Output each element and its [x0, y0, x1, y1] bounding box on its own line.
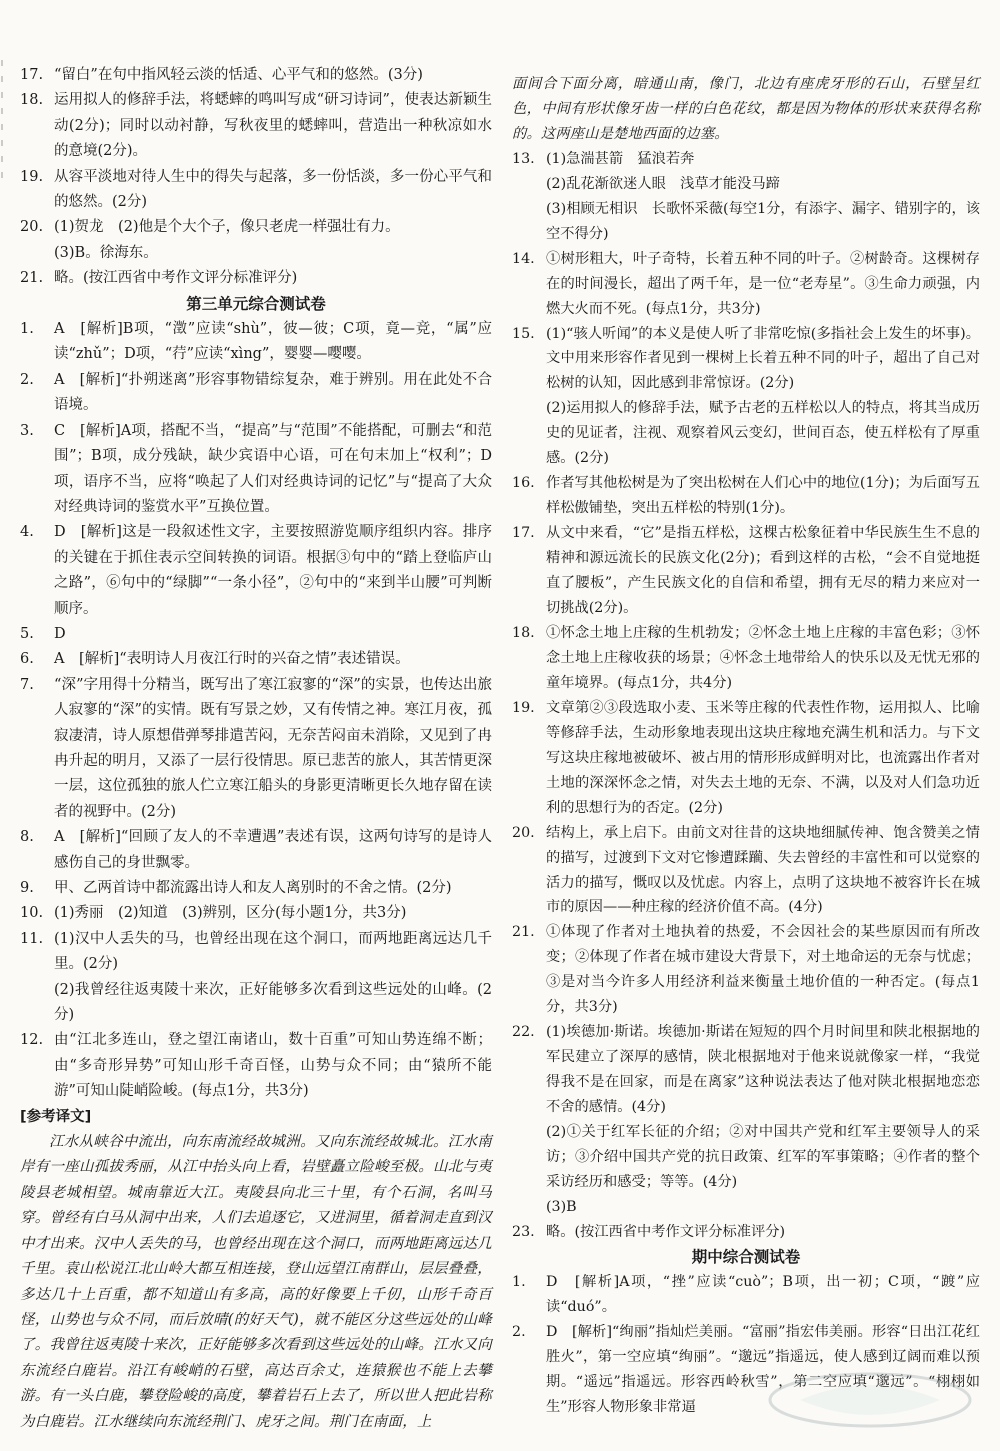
answer-text: “留白”在句中指风轻云淡的恬适、心平气和的悠然。(3分)	[54, 67, 423, 83]
question-number: 2.	[512, 1323, 526, 1340]
answer-text: (1)汉中人丢失的马，也曾经出现在这个洞口，而两地距离远达几千里。(2分)	[54, 930, 492, 973]
right-question-item	[512, 247, 980, 322]
answer-text: D [解析]这是一段叙述性文字，主要按照游览顺序组织内容。排序的关键在于抓住表示空间转换的词语。根据③句中的“踏上登临庐山之路”，⑥句中的“绿脚”“一条小径”，②句中的“来到半山腰”可判断顺序。	[54, 524, 492, 617]
question-number: 5.	[20, 625, 34, 642]
answer-text: D [解析]A项，“挫”应读“cuò”；B项，出一初；C项，“踱”应读“duó”。	[546, 1273, 980, 1315]
answer-text: (1)“骇人听闻”的本义是使人听了非常吃惊(多指社会上发生的坏事)。文中用来形容作者见到一棵树上长着五种不同的叶子，超出了自己对松树的认知，因此感到非常惊讶。(2分)	[546, 325, 980, 392]
left-question-item	[20, 622, 492, 647]
question-number: 17.	[20, 67, 44, 83]
answer-text: 略。(按江西省中考作文评分标准评分)	[54, 270, 298, 287]
answer-text: 文章第②③段选取小麦、玉米等庄稼的代表性作物，运用拟人、比喻等修辞手法，生动形象地表现出这块庄稼地充满生机和活力。与下文写这块庄稼地被破坏、被占用的情形形成鲜明对比，也流露出作者对土地的深深怀念之情，对失去土地的无奈、不满，以及对人们急功近利的思想行为的否定。(2分)	[546, 699, 980, 816]
answer-text: D [解析]“绚丽”指灿烂美丽。“富丽”指宏伟美丽。形容“日出江花红胜火”，第一空应填“绚丽”。“邈远”指遥远，使人感到辽阔而难以预期。“遥远”指遥远。形容西岭秋雪”，第二空应填“邈远”。“栩栩如生”形容人物形象非常逼	[546, 1323, 980, 1415]
answer-subpart: (3)相顾无相识 长歌怀采薇(每空1分，有添字、漏字、错别字的，该空不得分)	[546, 200, 980, 242]
answer-subpart: (3)B	[546, 1198, 577, 1215]
question-number: 18.	[20, 92, 44, 109]
right-question-item	[512, 1270, 980, 1320]
right-question-item	[512, 471, 980, 521]
answer-subpart: (2)运用拟人的修辞手法，赋予古老的五样松以人的特点，将其当成历史的见证者，注视、观察着风云变幻，世间百态，使五样松有了厚重感。(2分)	[546, 400, 980, 467]
answer-text: A [解析]“扑朔迷离”形容事物错综复杂，难于辨别。用在此处不合语境。	[54, 371, 492, 414]
binding-edge-mark	[0, 60, 8, 180]
answer-subpart: (3)B。徐海东。	[54, 244, 158, 261]
question-number: 18.	[512, 624, 535, 641]
question-number: 15.	[512, 325, 535, 342]
answer-text: C [解析]A项，搭配不当，“提高”与“范围”不能搭配，可删去“和范围”；B项，成分残缺，缺少宾语中心语，可在句末加上“权利”；D项，语序不当，应将“唤起了人们对经典诗词的记忆”与“提高了大众对经典诗词的鉴赏水平”互换位置。	[54, 422, 492, 515]
question-number: 9.	[20, 880, 34, 896]
answer-text: 从容平淡地对待人生中的得失与起落，多一份恬淡，多一份心平气和的悠然。(2分)	[54, 168, 492, 211]
question-number: 12.	[20, 1032, 44, 1049]
question-number: 10.	[20, 905, 44, 922]
right-question-item	[512, 147, 980, 172]
left-question-item	[20, 927, 492, 978]
question-number: 13.	[512, 150, 535, 167]
question-number: 16.	[512, 475, 535, 492]
right-question-item	[512, 1220, 980, 1245]
question-number: 7.	[20, 676, 34, 693]
left-question-item	[20, 368, 492, 419]
question-number: 21.	[20, 270, 44, 287]
left-column	[20, 63, 492, 1435]
watermark-logo-icon	[760, 1365, 980, 1435]
answer-subpart: (2)乱花渐欲迷人眼 浅草才能没马蹄	[546, 175, 780, 192]
translation-label: [参考译文]	[20, 1108, 92, 1125]
left-question-item	[20, 419, 492, 521]
left-question-item	[20, 165, 492, 216]
question-number: 19.	[512, 699, 535, 716]
question-number: 4.	[20, 524, 34, 541]
question-number: 1.	[20, 321, 34, 338]
answer-subpart: (2)①关于红军长征的介绍；②对中国共产党和红军主要领导人的采访；③介绍中国共产党的抗日政策、红军的军事策略；④作者的整个采访经历和感受；等等。(4分)	[546, 1124, 980, 1190]
question-number: 1.	[512, 1273, 526, 1290]
reference-translation-continued	[512, 72, 980, 147]
answer-text: ①体现了作者对土地执着的热爱，不会因社会的某些原因而有所改变；②体现了作者在城市建设大背景下，对土地命运的无奈与忧虑；③是对当今许多人用经济利益来衡量土地价值的一种否定。(每点1分，共3分)	[546, 924, 980, 1016]
answer-text: “深”字用得十分精当，既写出了寒江寂寥的“深”的实景，也传达出旅人寂寥的“深”的实情。既有写景之妙，又有传情之神。寒江月夜，孤寂凄清，诗人原想借弹琴排遣苦闷，无奈苦闷亩未消除，又见到了冉冉升起的明月，又添了一层行役情思。原已悲苦的旅人，其苦情更深一层，这位孤独的旅人伫立寒江船头的身影更清晰更长久地存留在读者的视野中。(2分)	[54, 676, 492, 820]
question-number: 20.	[512, 824, 535, 841]
translation-paragraph: 江水从峡谷中流出，向东南流经故城洲。又向东流经故城北。江水南岸有一座山孤拔秀丽，从江中抬头向上看，岩壁矗立险峻至极。山北与夷陵县老城相望。城南靠近大江。夷陵县向北三十里，有个石洞，名叫马穿。曾经有白马从洞中出来，人们去追逐它，又进洞里，循着洞走直到汉中才出来。汉中人丢失的马，也曾经出现在这个洞口，而两地距离远达几千里。袁山松说江北山岭大都互相连接，登山远望江南群山，层层叠叠，多达几十上百重，都不知道山有多高，高的好像要上千仞，山形千奇百怪，山势也与众不同，而后放晴(的好天气)，就不能区分这些远处的山峰了。我曾往返夷陵十来次，正好能够多次看到这些远处的山峰。江水又向东流经白鹿岩。沿江有峻峭的石壁，高达百余丈，连猿猴也不能上去攀游。有一头白鹿，攀登险峻的高度，攀着岩石上去了，所以世人把此岩称为白鹿岩。江水继续向东流经荆门、虎牙之间。荆门在南面，上	[20, 1134, 492, 1430]
translation-paragraph: 面间合下面分离，暗通山南，像门，北边有座虎牙形的石山，石壁呈红色，中间有形状像牙齿一样的白色花纹，都是因为物体的形状来获得名称的。这两座山是楚地西面的边塞。	[512, 76, 980, 142]
answer-text: 由“江北多连山，登之望江南诸山，数十百重”可知山势连绵不断；由“多奇形异势”可知山形千奇百怪，山势与众不同；由“猿所不能游”可知山陡峭险峻。(每点1分，共3分)	[54, 1032, 492, 1100]
section-title: 期中综合测试卷	[691, 1247, 801, 1266]
answer-text: 结构上，承上启下。由前文对往昔的这块地细腻传神、饱含赞美之情的描写，过渡到下文对它惨遭蹂躏、失去曾经的丰富性和可以觉察的活力的描写，慨叹以及忧虑。内容上，点明了这块地不被容许长在城市的原因——种庄稼的经济价值不高。(4分)	[546, 824, 980, 916]
reference-translation	[20, 1130, 492, 1435]
right-column	[512, 72, 980, 1419]
left-question-item	[20, 673, 492, 825]
answer-text: A [解析]B项，“澂”应读“shù”，彼—彼；C项，竟—竞，“属”应读“zhǔ”；D项，“荇”应读“xìng”，婴婴—嘤嘤。	[54, 321, 492, 363]
right-question-item	[512, 821, 980, 921]
right-question-item	[512, 322, 980, 397]
right-question-item	[512, 621, 980, 696]
answer-text: 运用拟人的修辞手法，将蟋蟀的鸣叫写成“研习诗词”，使表达新颖生动(2分)；同时以动衬静，写秋夜里的蟋蟀叫，营造出一种秋凉如水的意境(2分)。	[54, 92, 492, 160]
left-question-item	[20, 63, 492, 88]
answer-text: (1)埃德加·斯诺。埃德加·斯诺在短短的四个月时间里和陕北根据地的军民建立了深厚的感情，陕北根据地对于他来说就像家一样，“我觉得我不是在回家，而是在离家”这种说法表达了他对陕北根据地恋恋不舍的感情。(4分)	[546, 1024, 980, 1116]
question-number: 20.	[20, 219, 44, 236]
question-number: 21.	[512, 924, 535, 941]
right-question-item	[512, 521, 980, 621]
question-number: 2.	[20, 371, 34, 388]
question-number: 3.	[20, 422, 34, 439]
right-question-item	[512, 696, 980, 821]
answer-text: (1)秀丽 (2)知道 (3)辨别，区分(每小题1分，共3分)	[54, 905, 407, 922]
question-number: 11.	[20, 930, 44, 947]
question-number: 19.	[20, 168, 44, 185]
answer-text: 甲、乙两首诗中都流露出诗人和友人离别时的不舍之情。(2分)	[54, 880, 452, 896]
left-question-item	[20, 215, 492, 240]
answer-text: A [解析]“回顾了友人的不幸遭遇”表述有误，这两句诗写的是诗人感伤自己的身世飘零。	[54, 829, 492, 871]
answer-subpart: (2)我曾经往返夷陵十来次，正好能够多次看到这些远处的山峰。(2分)	[54, 981, 492, 1024]
question-number: 22.	[512, 1024, 535, 1041]
question-number: 6.	[20, 651, 34, 668]
left-question-item	[20, 876, 492, 901]
answer-text: 从文中来看，“它”是指五样松，这棵古松象征着中华民族生生不息的精神和源远流长的民族文化(2分)；看到这样的古松，“会不自觉地挺直了腰板”，产生民族文化的自信和希望，拥有无尽的精力来应对一切挑战(2分)。	[546, 525, 980, 617]
answer-text: 略。(按江西省中考作文评分标准评分)	[546, 1223, 786, 1240]
right-question-item	[512, 920, 980, 1020]
answer-text: D	[54, 625, 66, 642]
question-number: 14.	[512, 250, 535, 267]
answer-text: (1)贺龙 (2)他是个大个子，像只老虎一样强壮有力。	[54, 219, 400, 236]
section-title: 第三单元综合测试卷	[186, 294, 326, 313]
question-number: 17.	[512, 525, 535, 542]
answer-text: (1)急湍甚箭 猛浪若奔	[546, 150, 695, 167]
left-question-item	[20, 266, 492, 291]
answer-text: ①树形粗大，叶子奇特，长着五种不同的叶子。②树龄奇。这棵树存在的时间漫长，超出了两千年，是一位“老寿星”。③生命力顽强，内燃大火而不死。(每点1分，共3分)	[546, 250, 980, 317]
question-number: 8.	[20, 829, 34, 846]
left-question-item	[20, 520, 492, 622]
answer-text: A [解析]“表明诗人月夜江行时的兴奋之情”表述错误。	[54, 651, 410, 668]
answer-text: 作者写其他松树是为了突出松树在人们心中的地位(1分)；为后面写五样松傲铺垫，突出五样松的特别(1分)。	[546, 475, 980, 517]
question-number: 23.	[512, 1223, 535, 1240]
left-question-item	[20, 901, 492, 926]
left-question-item	[20, 317, 492, 368]
left-question-item	[20, 88, 492, 164]
answer-text: ①怀念土地上庄稼的生机勃发；②怀念土地上庄稼的丰富色彩；③怀念土地上庄稼收获的场景；④怀念土地带给人的快乐以及无忧无邪的童年境界。(每点1分，共4分)	[546, 624, 980, 691]
left-question-item	[20, 647, 492, 672]
left-question-item	[20, 1028, 492, 1104]
right-question-item	[512, 1020, 980, 1120]
left-question-item	[20, 825, 492, 876]
